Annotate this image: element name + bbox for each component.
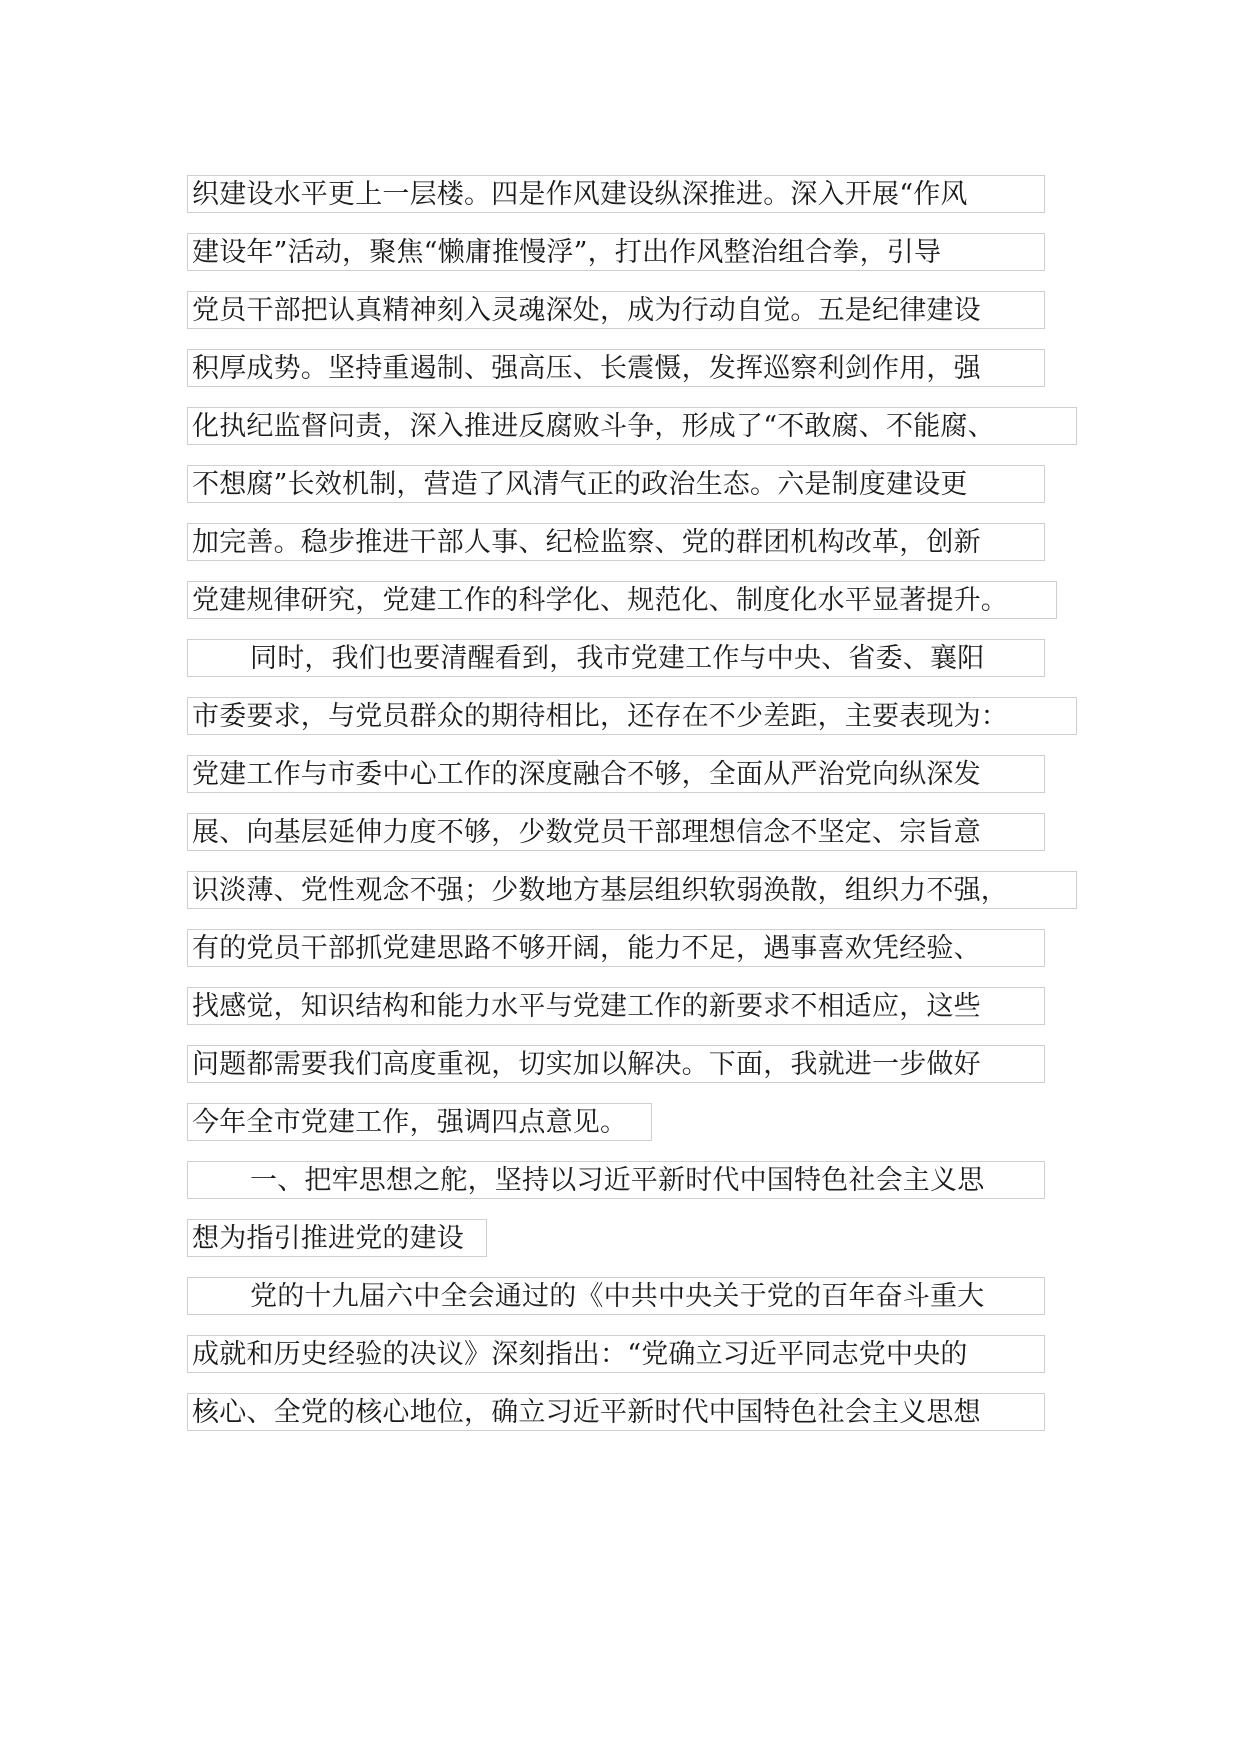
text-line-7: 加完善。稳步推进干部人事、纪检监察、党的群团机构改革，创新 xyxy=(187,523,1045,561)
text-line-12: 展、向基层延伸力度不够，少数党员干部理想信念不坚定、宗旨意 xyxy=(187,813,1045,851)
text-line-11: 党建工作与市委中心工作的深度融合不够，全面从严治党向纵深发 xyxy=(187,755,1045,793)
text-line-13: 识淡薄、党性观念不强；少数地方基层组织软弱涣散，组织力不强， xyxy=(187,871,1077,909)
text-line-21: 成就和历史经验的决议》深刻指出：“党确立习近平同志党中央的 xyxy=(187,1335,1045,1373)
text-line-10: 市委要求，与党员群众的期待相比，还存在不少差距，主要表现为： xyxy=(187,697,1077,735)
text-line-15: 找感觉，知识结构和能力水平与党建工作的新要求不相适应，这些 xyxy=(187,987,1045,1025)
text-line-14: 有的党员干部抓党建思路不够开阔，能力不足，遇事喜欢凭经验、 xyxy=(187,929,1045,967)
section-heading-line-2: 想为指引推进党的建设 xyxy=(187,1219,487,1257)
text-line-1: 织建设水平更上一层楼。四是作风建设纵深推进。深入开展“作风 xyxy=(187,175,1045,213)
paragraph-start-2: 党的十九届六中全会通过的《中共中央关于党的百年奋斗重大 xyxy=(187,1277,1045,1315)
text-line-16: 问题都需要我们高度重视，切实加以解决。下面，我就进一步做好 xyxy=(187,1045,1045,1083)
text-line-4: 积厚成势。坚持重遏制、强高压、长震慑，发挥巡察利剑作用，强 xyxy=(187,349,1045,387)
text-line-8: 党建规律研究，党建工作的科学化、规范化、制度化水平显著提升。 xyxy=(187,581,1057,619)
text-line-6: 不想腐”长效机制，营造了风清气正的政治生态。六是制度建设更 xyxy=(187,465,1045,503)
section-heading-line-1: 一、把牢思想之舵，坚持以习近平新时代中国特色社会主义思 xyxy=(187,1161,1045,1199)
text-line-3: 党员干部把认真精神刻入灵魂深处，成为行动自觉。五是纪律建设 xyxy=(187,291,1045,329)
text-line-5: 化执纪监督问责，深入推进反腐败斗争，形成了“不敢腐、不能腐、 xyxy=(187,407,1077,445)
text-line-22: 核心、全党的核心地位，确立习近平新时代中国特色社会主义思想 xyxy=(187,1393,1045,1431)
text-line-2: 建设年”活动，聚焦“懒庸推慢浮”，打出作风整治组合拳，引导 xyxy=(187,233,1045,271)
text-line-17: 今年全市党建工作，强调四点意见。 xyxy=(187,1103,652,1141)
paragraph-start-1: 同时，我们也要清醒看到，我市党建工作与中央、省委、襄阳 xyxy=(187,639,1045,677)
